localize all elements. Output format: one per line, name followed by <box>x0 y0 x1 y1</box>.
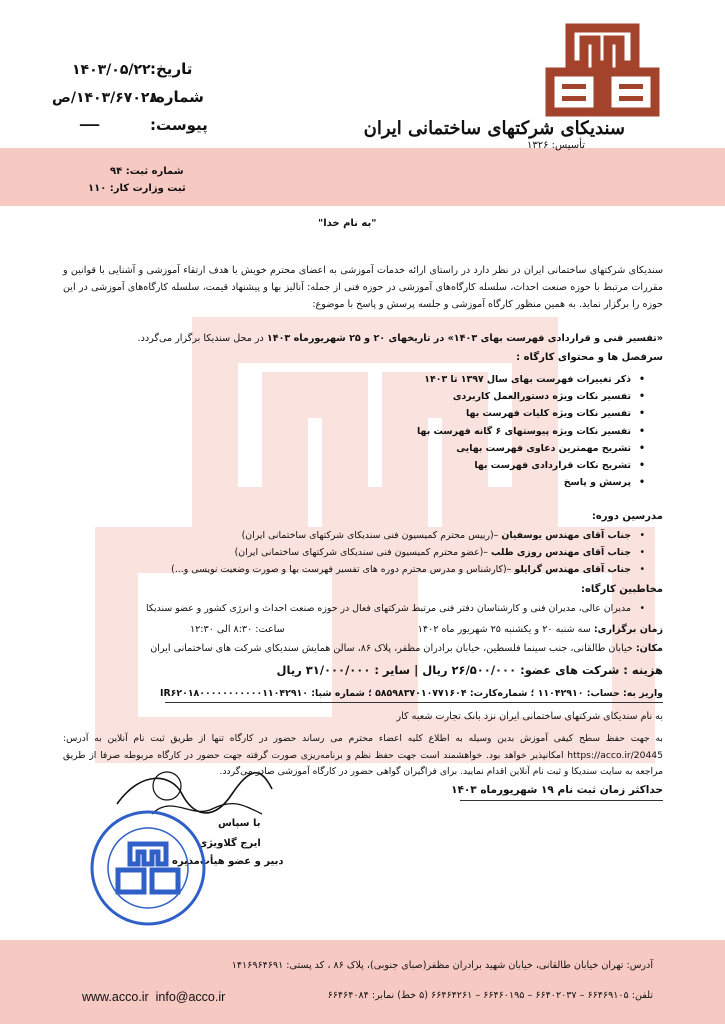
fee-other: ۳۱/۰۰۰/۰۰۰ ریال <box>276 663 375 677</box>
fee-other-label: سایر : <box>374 663 411 677</box>
schedule-value: سه شنبه ۲۰ و یکشنبه ۲۵ شهریور ماه ۱۴۰۲ <box>417 624 594 635</box>
instructor-role: –(عضو محترم کمیسیون فنی سندیکای شرکتهای ساختمانی ایران) <box>234 547 491 559</box>
list-item: • ذکر تغییرات فهرست بهای سال ۱۳۹۷ تا ۱۴۰۳ <box>247 371 647 388</box>
audience-list <box>27 600 647 617</box>
instructor-name: جناب آقای مهندس یوسفیان <box>501 530 631 541</box>
date-value: ۱۴۰۳/۰۵/۲۲ <box>72 62 151 78</box>
time-value: ساعت: ۸:۳۰ الی ۱۲:۳۰ <box>190 624 285 635</box>
email-link[interactable]: info@acco.ir <box>155 990 226 1004</box>
ministry-registration: ثبت وزارت کار: ۱۱۰ <box>88 183 186 194</box>
list-item: • تفسیر نکات ویژه دستورالعمل کاربردی <box>247 388 647 405</box>
date-label: تاریخ: <box>150 60 193 78</box>
registration-number: شماره ثبت: ۹۴ <box>110 166 184 177</box>
schedule-label: زمان برگزاری: <box>593 624 663 635</box>
outline-list <box>247 371 647 491</box>
schedule-line <box>63 624 663 635</box>
list-item: • تفسیر نکات ویژه کلیات فهرست بها <box>247 405 647 422</box>
topic-tail: در محل سندیکا برگزار می‌گردد. <box>137 333 267 344</box>
founded-year: تأسیس: ۱۳۲۶ <box>526 140 585 151</box>
fee-separator: | <box>410 663 423 677</box>
signature-greeting: با سپاس <box>218 818 261 829</box>
number-value: ۱۴۰۳/۶۷۰۲۸/ص <box>52 90 158 106</box>
fee-line <box>63 663 663 677</box>
instructors-title: مدرسین دوره: <box>591 511 663 522</box>
list-item: • مدیران عالی، مدیران فنی و کارشناسان دفتر فنی مرتبط شرکتهای فعال در حوزه صنعت احداث و انرژی کشور و عضو سندیکا <box>27 600 647 617</box>
fee-label: هزینه : شرکت های عضو: <box>520 663 663 677</box>
topic-line <box>63 333 663 344</box>
list-item: • تشریح مهمترین دعاوی فهرست بهایی <box>247 440 647 457</box>
deadline-underline <box>460 800 663 801</box>
footer-contact <box>82 990 225 1004</box>
footer-address: آدرس: تهران خیابان طالقانی، خیابان شهید برادران مظفر(صبای جنوبی)، پلاک ۸۶ ، کد پستی: ۱۴۱۶۹۶۴۶۹۱ <box>231 960 653 971</box>
list-item <box>27 527 647 544</box>
syndicate-logo-icon <box>540 20 665 120</box>
official-stamp-icon <box>88 808 208 928</box>
deposit-line <box>63 688 663 699</box>
deadline-line: حداکثر زمان ثبت نام ۱۹ شهریورماه ۱۴۰۳ <box>451 784 663 796</box>
attachment-label: پیوست: <box>150 116 208 134</box>
instructor-name: جناب آقای مهندس روزی طلب <box>490 547 631 559</box>
list-item: • پرسش و پاسخ <box>247 474 647 491</box>
fee-member: ۲۶/۵۰۰/۰۰۰ ریال <box>422 663 521 677</box>
instructors-list <box>27 527 647 579</box>
signer-name: ایرج گلاویژی <box>198 838 261 849</box>
footer-band <box>0 940 725 1024</box>
signer-title: دبیر و عضو هیأت‌مدیره <box>172 856 284 867</box>
bank-line: به نام سندیکای شرکتهای ساختمانی ایران نزد بانک تجارت شعبه کار <box>396 711 663 722</box>
deposit-sheba: ؛ شماره شبا: IR۶۲۰۱۸۰۰۰۰۰۰۰۰۰۰۰۱۱۰۴۲۹۱۰ <box>159 688 376 699</box>
list-item: • تفسیر نکات ویژه پیوستهای ۶ گانه فهرست بها <box>247 423 647 440</box>
instructor-role: –(رییس محترم کمیسیون فنی سندیکای شرکتهای ساختمانی ایران) <box>241 530 502 541</box>
website-link[interactable]: www.acco.ir <box>82 990 149 1004</box>
invocation: "به نام خدا" <box>318 218 377 229</box>
attachment-value: ــــ <box>80 114 100 130</box>
deposit-card: ؛ شماره‌کارت: ۵۸۵۹۸۳۷۰۱۰۷۷۱۶۰۴ <box>375 688 538 699</box>
number-label: شماره: <box>150 88 204 106</box>
list-item <box>27 561 647 578</box>
instructor-name: جناب آقای مهندس گرایلو <box>514 564 631 576</box>
registration-note: به جهت حفظ سطح کیفی آموزش بدین وسیله به اطلاع کلیه اعضاء محترم می رساند حضور در کارگاه تنها از طریق ثبت نام آنلاین به آدرس: https://acco.ir/20445 امکانپذیر خواهد بود. خواهشمند است جهت حفظ نظم و برنامه‌ریزی صورت گرفته جهت حضور در کارگاه مربوطه صرفا از طریق مراجعه به سایت سندیکا و ثبت نام آنلاین اقدام نمایید. برای فراگیران گواهی حضور در کارگاه آموزشی صادر می‌گردد. <box>63 733 663 777</box>
audience-title: مخاطبین کارگاه: <box>580 584 663 595</box>
intro-paragraph: سندیکای شرکتهای ساختمانی ایران در نظر دارد در راستای ارائه خدمات آموزشی به اعضای محترم خویش با هدف ارتقاء آموزشی و آشنایی با قوانین و مقررات مرتبط با حوزه صنعت احداث، سلسله کارگاه‌های آموزشی در حوزه فنی از جمله: آنالیز بها و پیشنهاد قیمت، سلسله کارگاه‌های آموزشی در این حوزه را برگزار نماید. به همین منظور کارگاه آموزشی و جلسه پرسش و پاسخ با موضوع: <box>63 265 663 310</box>
venue-value: خیابان طالقانی، جنب سینما فلسطین، خیابان برادران مظفر، پلاک ۸۶، سالن همایش سندیکای شرکت های ساختمانی ایران <box>150 643 636 654</box>
deposit-label: واریز به: <box>622 688 663 699</box>
topic-title: «تفسیر فنی و قراردادی فهرست بهای ۱۴۰۳» در تاریخهای ۲۰ و ۲۵ شهریورماه ۱۴۰۳ <box>266 333 663 344</box>
instructor-role: –(کارشناس و مدرس محترم دوره های تفسیر فهرست بها و صورت وضعیت نویسی و...) <box>171 564 515 576</box>
list-item: • تشریح نکات قراردادی فهرست بها <box>247 457 647 474</box>
brand-name: سندیکای شرکتهای ساختمانی ایران <box>363 118 625 139</box>
deposit-account: حساب: ۱۱۰۴۲۹۱۰ <box>537 688 623 699</box>
venue-line <box>63 643 663 654</box>
header-band <box>0 148 725 206</box>
venue-label: مکان: <box>635 643 663 654</box>
list-item <box>27 544 647 561</box>
footer-phone: تلفن: ۶۶۴۶۹۱۰۵ – ۶۶۴۰۲۰۳۷ – ۶۶۴۶۰۱۹۵ – ۶۶۴۶۴۲۶۱ (۵ خط) نمابر: ۶۶۴۶۴۰۸۴ <box>327 990 653 1001</box>
outline-title: سرفصل ها و محتوای کارگاه : <box>516 352 663 363</box>
deposit-underline <box>165 702 663 703</box>
